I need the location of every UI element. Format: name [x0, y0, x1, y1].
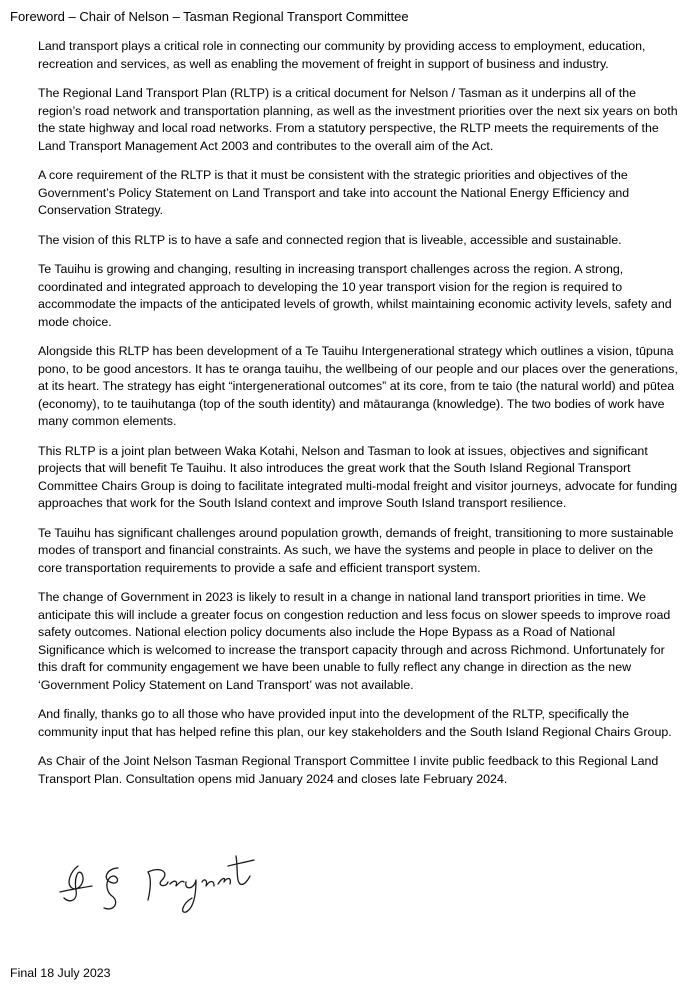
handwritten-signature [56, 838, 256, 928]
paragraph-8: Te Tauihu has significant challenges around population growth, demands of freight, transitioning to more sustainable modes of transport and financial constraints. As such, we have the systems and people in place to deliver on the core transportation requirements to provide a safe and efficient transport system. [38, 525, 674, 575]
paragraph-1: Land transport plays a critical role in connecting our community by providing access to employment, education, recreation and services, as well as enabling the movement of freight in support of business and industry. [38, 39, 646, 71]
paragraph-5: Te Tauihu is growing and changing, resulting in increasing transport challenges across the region. A strong, coordinated and integrated approach to developing the 10 year transport vision for the region is required to accommodate the impacts of the anticipated levels of growth, whilst maintaining economic activity levels, safety and mode choice. [38, 262, 672, 329]
paragraph-2: The Regional Land Transport Plan (RLTP) is a critical document for Nelson / Tasman as it underpins all of the region’s road network and transportation planning, as well as the investment priorities over the next six years on both the state highway and local road networks. From a statutory perspective, the RLTP meets the requirements of the Land Transport Management Act 2003 and contributes to the overall aim of the Act. [38, 86, 678, 153]
signature-image [56, 838, 256, 928]
paragraph-10: And finally, thanks go to all those who have provided input into the development of the RLTP, specifically the community input that has helped refine this plan, our key stakeholders and the South Island Regional Chairs Group. [38, 707, 672, 739]
paragraph-6: Alongside this RLTP has been development of a Te Tauihu Intergenerational strategy which outlines a vision, tūpuna pono, to be good ancestors. It has te oranga tauihu, the wellbeing of our people and our places over the generations, at its heart. The strategy has eight “intergenerational outcomes” at its core, from te taio (the natural world) and pūtea (economy), to te tauihutanga (top of the south identity) and mātauranga (knowledge). The two bodies of work have many common elements. [38, 344, 678, 428]
paragraph-4: The vision of this RLTP is to have a safe and connected region that is liveable, accessible and sustainable. [38, 232, 622, 247]
paragraph-9: The change of Government in 2023 is likely to result in a change in national land transport priorities in time. We anticipate this will include a greater focus on congestion reduction and less focus on slower speeds to improve road safety outcomes. National election policy documents also include the Hope Bypass as a Road of National Significance which is welcomed to increase the transport capacity through and across Richmond. Unfortunately for this draft for community engagement we have been unable to fully reflect any change in direction as the new ‘Government Policy Statement on Land Transport’ was not available. [38, 590, 671, 692]
document-heading: Foreword – Chair of Nelson – Tasman Regional Transport Committee [10, 9, 409, 24]
footer-version-date: Final 18 July 2023 [10, 966, 111, 980]
paragraph-7: This RLTP is a joint plan between Waka Kotahi, Nelson and Tasman to look at issues, objectives and significant projects that will benefit Te Tauihu. It also introduces the great work that the South Island Regional Transport Committee Chairs Group is doing to facilitate integrated multi-modal freight and visitor journeys, advocate for funding approaches that work for the South Island context and improve South Island transport resilience. [38, 443, 678, 510]
foreword-body [38, 38, 680, 800]
paragraph-3: A core requirement of the RLTP is that it must be consistent with the strategic priorities and objectives of the Government’s Policy Statement on Land Transport and take into account the National Energy Efficiency and Conservation Strategy. [38, 168, 630, 217]
paragraph-11: As Chair of the Joint Nelson Tasman Regional Transport Committee I invite public feedback to this Regional Land Transport Plan. Consultation opens mid January 2024 and closes late February 2024. [38, 754, 659, 786]
